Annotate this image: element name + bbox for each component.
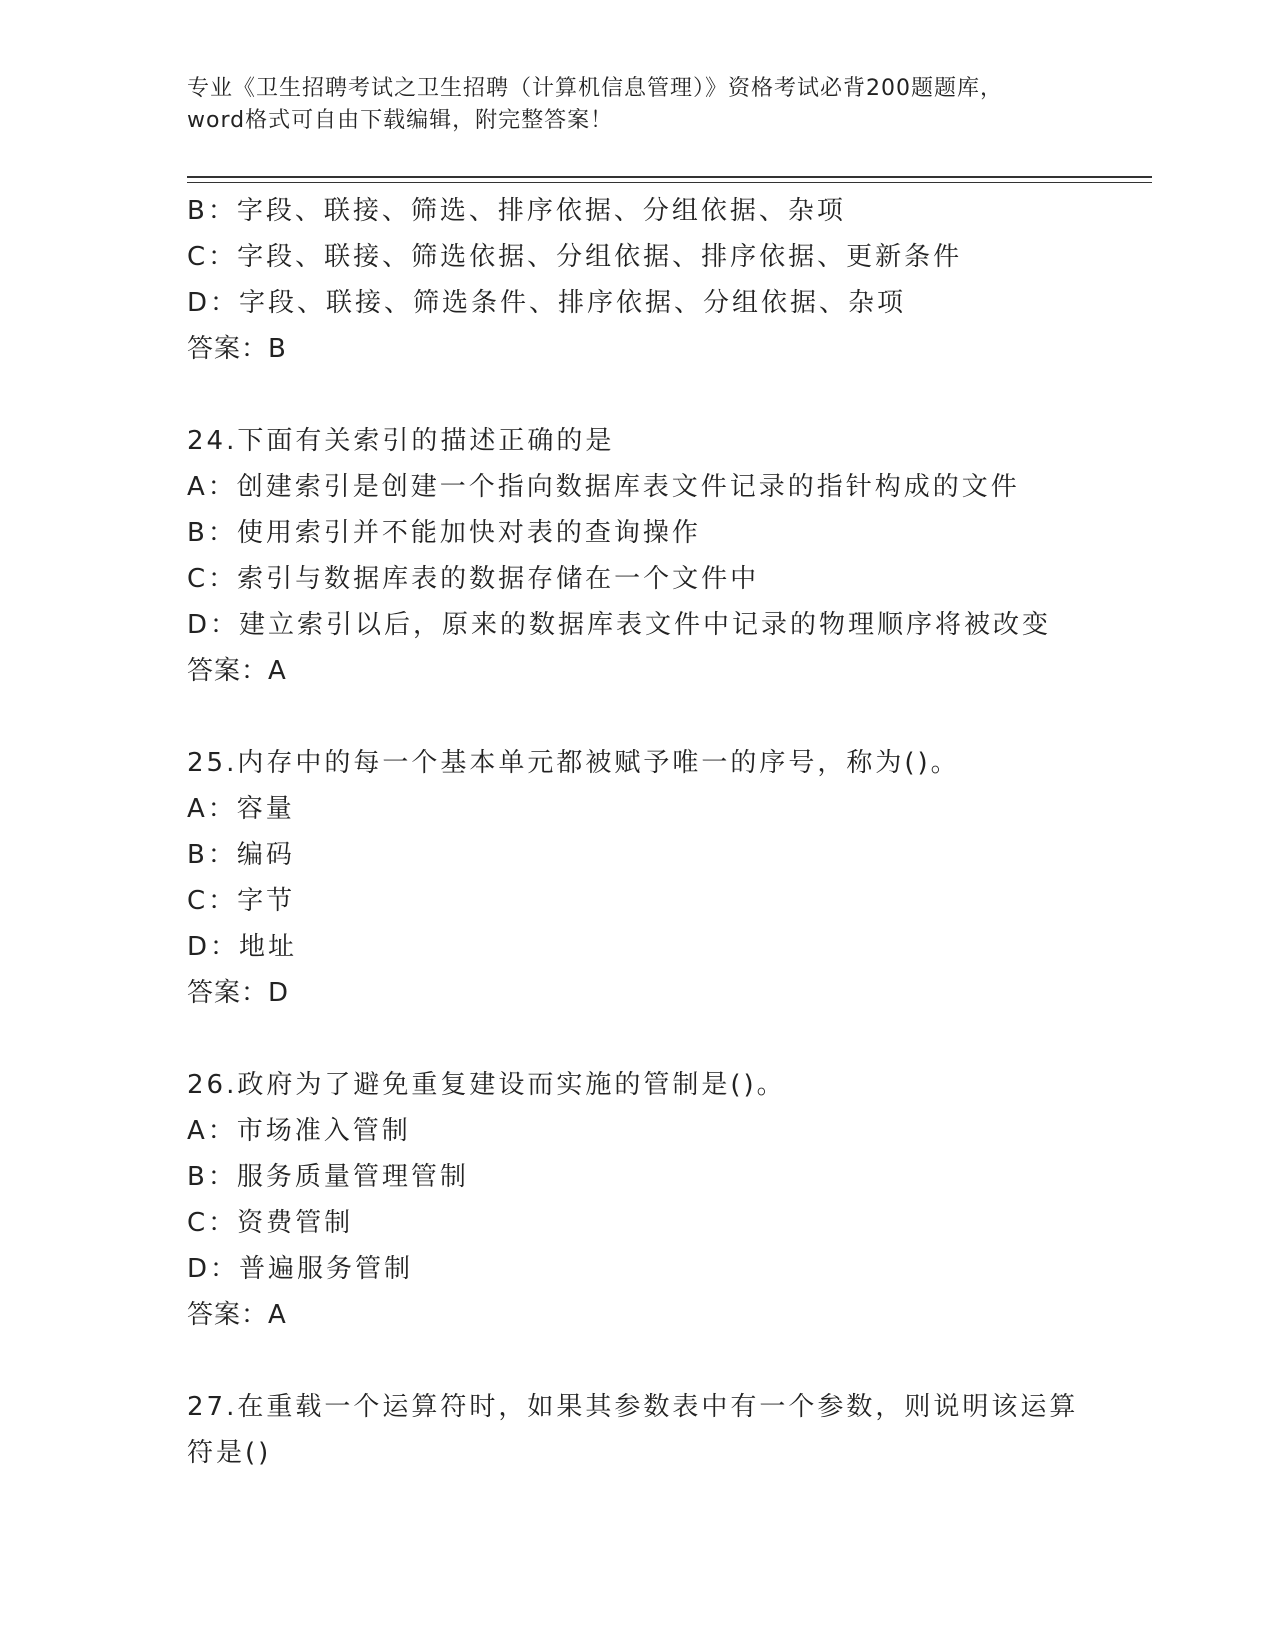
question-stem: 26.政府为了避免重复建设而实施的管制是()。 (187, 1070, 786, 1100)
question-stem-line-2: 符是() (187, 1438, 272, 1468)
question-stem-line-1: 27.在重载一个运算符时，如果其参数表中有一个参数，则说明该运算 (187, 1392, 1079, 1422)
option-a: A：市场准入管制 (187, 1116, 411, 1146)
question-27 (187, 1384, 1152, 1476)
option-c: C：资费管制 (187, 1208, 354, 1238)
option-b: B：服务质量管理管制 (187, 1162, 469, 1192)
option-b: B：字段、联接、筛选、排序依据、分组依据、杂项 (187, 196, 846, 226)
option-d: D：普遍服务管制 (187, 1254, 414, 1284)
question-25 (187, 740, 1152, 1016)
spacer (187, 1338, 1152, 1384)
spacer (187, 1016, 1152, 1062)
header-title-line-2: word格式可自由下载编辑，附完整答案！ (187, 108, 614, 133)
answer: 答案：A (187, 1300, 287, 1330)
option-a: A：创建索引是创建一个指向数据库表文件记录的指针构成的文件 (187, 472, 1020, 502)
header-title-line-1: 专业《卫生招聘考试之卫生招聘（计算机信息管理）》资格考试必背200题题库， (187, 76, 1003, 101)
spacer (187, 372, 1152, 418)
option-d: D：字段、联接、筛选条件、排序依据、分组依据、杂项 (187, 288, 907, 318)
option-a: A：容量 (187, 794, 295, 824)
question-list (187, 188, 1152, 1476)
header-divider-thick (187, 176, 1152, 178)
answer: 答案：A (187, 656, 287, 686)
question-23-continued (187, 188, 1152, 372)
answer: 答案：B (187, 334, 287, 364)
answer: 答案：D (187, 978, 290, 1008)
question-24 (187, 418, 1152, 694)
option-c: C：索引与数据库表的数据存储在一个文件中 (187, 564, 760, 594)
option-d: D：建立索引以后，原来的数据库表文件中记录的物理顺序将被改变 (187, 610, 1052, 640)
spacer (187, 694, 1152, 740)
question-stem: 24.下面有关索引的描述正确的是 (187, 426, 615, 456)
question-26 (187, 1062, 1152, 1338)
option-b: B：使用索引并不能加快对表的查询操作 (187, 518, 701, 548)
header-divider-thin (187, 182, 1152, 183)
option-c: C：字段、联接、筛选依据、分组依据、排序依据、更新条件 (187, 242, 963, 272)
option-d: D：地址 (187, 932, 298, 962)
option-b: B：编码 (187, 840, 295, 870)
document-header (187, 73, 1087, 137)
question-stem: 25.内存中的每一个基本单元都被赋予唯一的序号，称为()。 (187, 748, 960, 778)
option-c: C：字节 (187, 886, 296, 916)
